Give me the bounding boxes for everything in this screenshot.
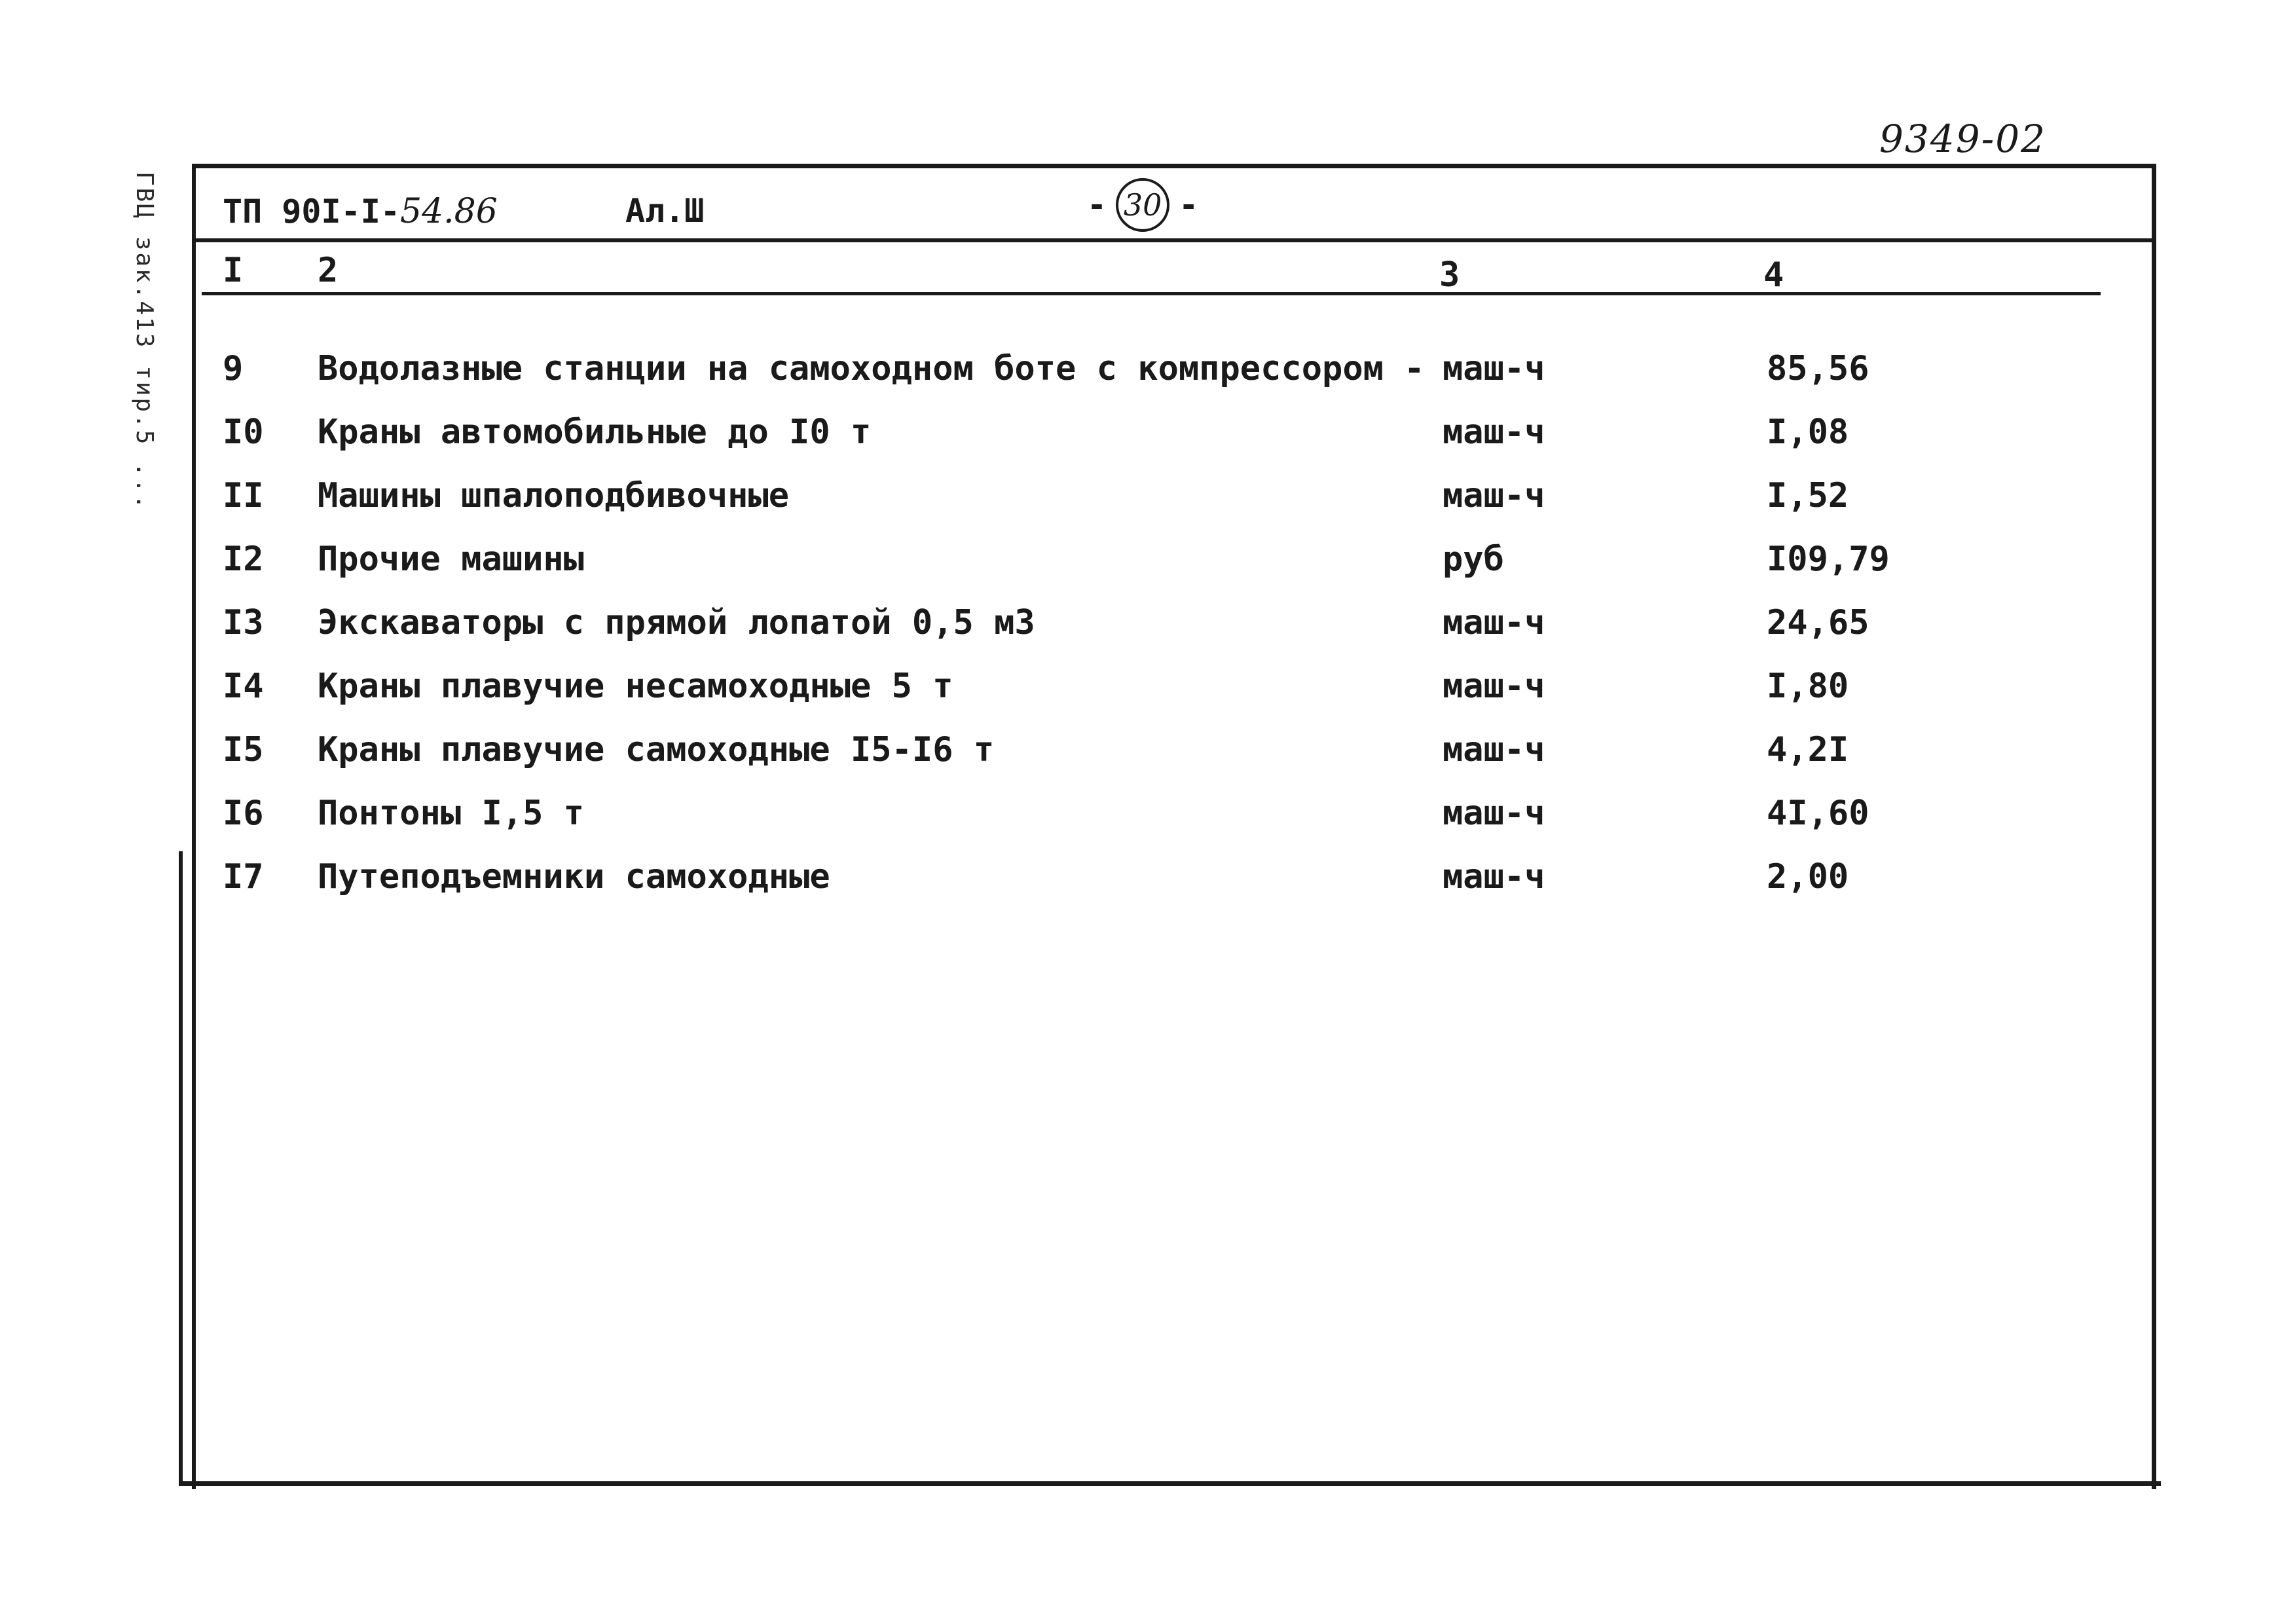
row-unit: маш-ч	[1443, 603, 1545, 642]
row-name: Водолазные станции на самоходном боте с компрессором -	[318, 349, 1425, 388]
table-row	[0, 603, 2282, 662]
table-row	[0, 730, 2282, 789]
row-number: I0	[223, 413, 264, 452]
row-number: II	[223, 476, 264, 515]
row-name: Путеподъемники самоходные	[318, 857, 830, 896]
frame-left-lower-edge	[179, 851, 183, 1485]
column-header-rule	[202, 292, 2101, 295]
row-value: 2,00	[1767, 857, 1849, 896]
table-row	[0, 857, 2282, 916]
row-unit: маш-ч	[1443, 667, 1545, 706]
row-name: Прочие машины	[318, 540, 584, 579]
row-name: Понтоны I,5 т	[318, 794, 584, 833]
row-value: 4I,60	[1767, 794, 1869, 833]
row-unit: маш-ч	[1443, 476, 1545, 515]
header-rule	[192, 238, 2156, 242]
row-unit: маш-ч	[1443, 413, 1545, 452]
row-name: Краны автомобильные до I0 т	[318, 413, 872, 452]
row-unit: маш-ч	[1443, 349, 1545, 388]
row-name: Экскаваторы с прямой лопатой 0,5 м3	[318, 603, 1035, 642]
row-number: 9	[223, 349, 244, 388]
row-name: Машины шпалоподбивочные	[318, 476, 790, 515]
album-label: Ал.Ш	[625, 192, 705, 230]
page-dash-right: -	[1179, 186, 1199, 224]
column-header-1: I	[223, 251, 244, 290]
row-value: 85,56	[1767, 349, 1869, 388]
row-number: I6	[223, 794, 264, 833]
table-row	[0, 349, 2282, 408]
table-row	[0, 540, 2282, 599]
row-number: I4	[223, 667, 264, 706]
column-header-2: 2	[318, 251, 339, 290]
column-header-3: 3	[1439, 255, 1460, 295]
margin-stamp: ГВЦ зак.413 тир.5 ...	[131, 172, 158, 511]
project-code	[223, 192, 498, 231]
page-number-block	[1087, 178, 1198, 232]
column-header-4: 4	[1763, 255, 1784, 295]
document-number: 9349-02	[1879, 117, 2047, 161]
row-value: I,52	[1767, 476, 1849, 515]
row-unit: маш-ч	[1443, 794, 1545, 833]
row-name: Краны плавучие самоходные I5-I6 т	[318, 730, 995, 769]
table-row	[0, 476, 2282, 535]
project-code-prefix: ТП 90I-I-	[223, 193, 400, 231]
row-value: I09,79	[1767, 540, 1890, 579]
table-row	[0, 794, 2282, 853]
row-unit: руб	[1443, 540, 1504, 579]
row-value: 4,2I	[1767, 730, 1849, 769]
frame-bottom-edge	[179, 1481, 2161, 1486]
project-code-handwritten: 54.86	[399, 192, 498, 231]
row-value: I,08	[1767, 413, 1849, 452]
row-number: I2	[223, 540, 264, 579]
row-unit: маш-ч	[1443, 857, 1545, 896]
table-row	[0, 667, 2282, 726]
row-number: I5	[223, 730, 264, 769]
row-number: I3	[223, 603, 264, 642]
page-dash-left: -	[1087, 186, 1107, 224]
page-number: 30	[1116, 178, 1169, 232]
row-value: I,80	[1767, 667, 1849, 706]
row-number: I7	[223, 857, 264, 896]
table-row	[0, 413, 2282, 471]
row-name: Краны плавучие несамоходные 5 т	[318, 667, 953, 706]
row-value: 24,65	[1767, 603, 1869, 642]
row-unit: маш-ч	[1443, 730, 1545, 769]
